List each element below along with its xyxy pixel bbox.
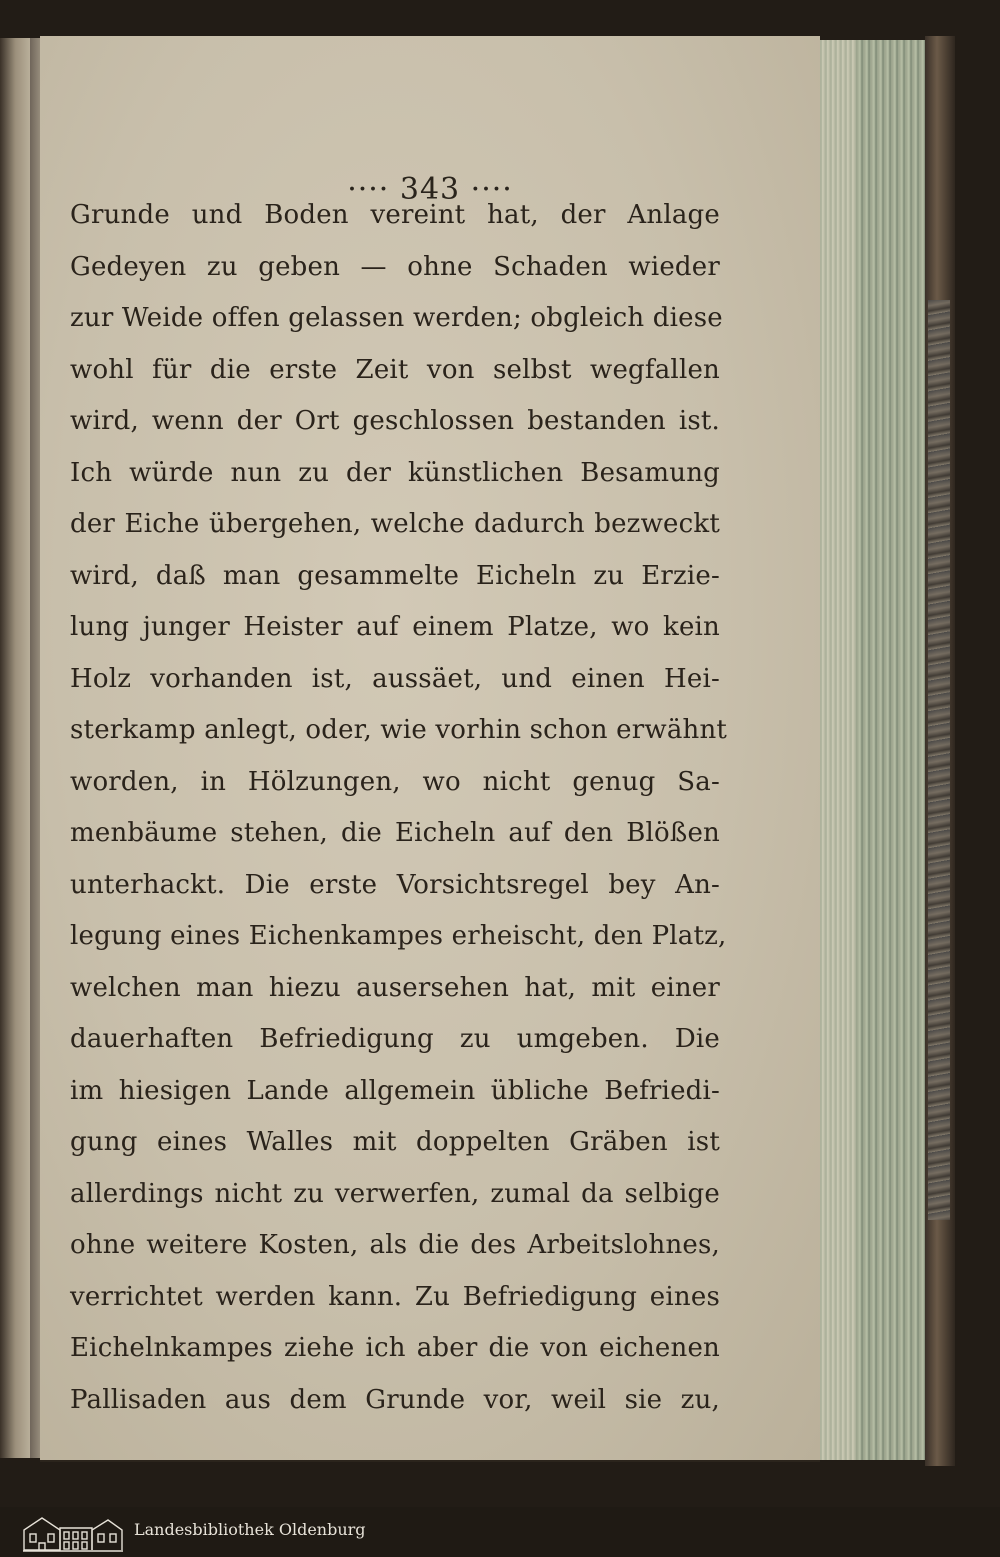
text-line: worden, in Hölzungen, wo nicht genug Sa- [70,766,720,797]
text-line: ohne weitere Kosten, als die des Arbeitslohnes, [70,1230,720,1260]
text-line: im hiesigen Lande allgemein übliche Befriedi- [70,1075,720,1106]
text-line: wird, wenn der Ort geschlossen bestanden ist. [70,406,720,436]
text-line: sterkamp anlegt, oder, wie vorhin schon erwähnt [70,715,728,745]
page-bottom-shadow [40,1460,820,1462]
text-line: Ich würde nun zu der künstlichen Besamung [70,457,720,488]
text-line: Eichelnkampes ziehe ich aber die von eichenen [70,1333,720,1363]
library-building-icon [22,1510,124,1554]
text-line: der Eiche übergehen, welche dadurch bezweckt [70,509,720,539]
text-line: menbäume stehen, die Eicheln auf den Blößen [70,818,720,848]
text-line: legung eines Eichenkampes erheischt, den Platz, [70,921,727,951]
text-line: zur Weide offen gelassen werden; obgleich diese [70,303,723,333]
text-line: Pallisaden aus dem Grunde vor, weil sie zu, [70,1384,720,1415]
page-text [70,190,728,1426]
text-line: Grunde und Boden vereint hat, der Anlage [70,200,720,230]
text-line: wohl für die erste Zeit von selbst wegfallen [70,354,720,385]
text-line: verrichtet werden kann. Zu Befriedigung eines [70,1281,720,1312]
text-line: lung junger Heister auf einem Platze, wo kein [70,612,720,642]
text-line: unterhackt. Die erste Vorsichtsregel bey An- [70,869,720,900]
text-line: welchen man hiezu ausersehen hat, mit einer [70,972,720,1003]
page-number: ···· 343 ···· [347,172,513,207]
text-line: gung eines Walles mit doppelten Gräben ist [70,1127,720,1157]
text-line: wird, daß man gesammelte Eicheln zu Erzie- [70,560,720,591]
text-line: allerdings nicht zu verwerfen, zumal da selbige [70,1178,720,1209]
library-name: Landesbibliothek Oldenburg [134,1520,366,1539]
left-page-edge [0,38,34,1458]
marbled-cover [928,300,950,1220]
text-line: Gedeyen zu geben — ohne Schaden wieder [70,251,720,282]
text-line: Holz vorhanden ist, aussäet, und einen Hei- [70,663,720,694]
text-line: dauerhaften Befriedigung zu umgeben. Die [70,1024,720,1054]
